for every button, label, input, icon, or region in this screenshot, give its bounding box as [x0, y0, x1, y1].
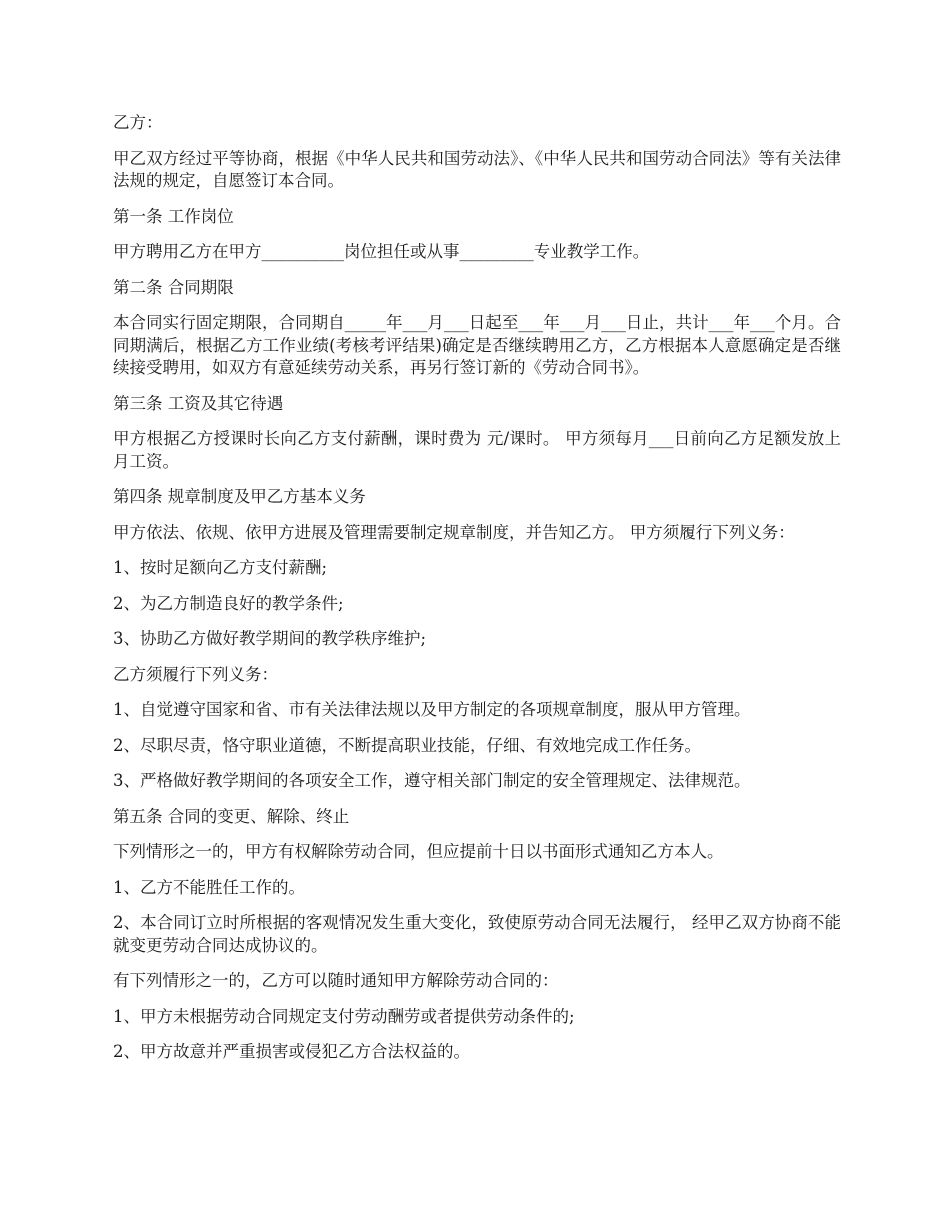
termination-by-a-item-2: 2、本合同订立时所根据的客观情况发生重大变化，致使原劳动合同无法履行， 经甲乙双方协商不能就变更劳动合同达成协议的。 [113, 913, 841, 955]
article-3-heading: 第三条 工资及其它待遇 [113, 393, 284, 413]
termination-by-a-intro: 下列情形之一的，甲方有权解除劳动合同，但应提前十日以书面形式通知乙方本人。 [113, 842, 724, 861]
party-b-duty-2: 2、尽职尽责，恪守职业道德，不断提高职业技能，仔细、有效地完成工作任务。 [113, 735, 701, 755]
party-b-duty-3: 3、严格做好教学期间的各项安全工作，遵守相关部门制定的安全管理规定、法律规范。 [113, 771, 751, 790]
document-page [113, 112, 841, 1077]
party-a-duty-2: 2、为乙方制造良好的教学条件; [113, 593, 344, 613]
party-a-duty-1: 1、按时足额向乙方支付薪酬; [113, 558, 328, 577]
article-1-body: 甲方聘用乙方在甲方__________岗位担任或从事_________专业教学工作。 [113, 242, 650, 261]
article-4-heading: 第四条 规章制度及甲乙方基本义务 [113, 487, 366, 506]
termination-by-b-item-2: 2、甲方故意并严重损害或侵犯乙方合法权益的。 [113, 1042, 470, 1061]
article-3-body: 甲方根据乙方授课时长向乙方支付薪酬，课时费为 元/课时。 甲方须每月___日前向乙方足额发放上月工资。 [113, 429, 841, 471]
article-2-body: 本合同实行固定期限，合同期自_____年___月___日起至___年___月___日止，共计___年___个月。合同期满后，根据乙方工作业绩(考核考评结果)确定是否继续聘用乙方，乙方根据本人意愿确定是否继续接受聘用，如双方有意延续劳动关系，再另行签订新的《劳动合同书》。 [113, 313, 841, 377]
termination-by-a-item-1: 1、乙方不能胜任工作的。 [113, 877, 305, 897]
party-b-label: 乙方： [113, 113, 163, 132]
article-2-heading: 第二条 合同期限 [113, 277, 234, 297]
article-4-body: 甲方依法、依规、依甲方进展及管理需要制定规章制度，并告知乙方。 甲方须履行下列义务： [113, 522, 795, 542]
preamble-paragraph: 甲乙双方经过平等协商，根据《中华人民共和国劳动法》、《中华人民共和国劳动合同法》等有关法律法规的规定，自愿签订本合同。 [113, 148, 841, 190]
article-1-heading: 第一条 工作岗位 [113, 206, 234, 226]
party-b-duty-1: 1、自觉遵守国家和省、市有关法律法规以及甲方制定的各项规章制度，服从甲方管理。 [113, 700, 751, 719]
party-b-duties-intro: 乙方须履行下列义务： [113, 664, 278, 684]
party-a-duty-3: 3、协助乙方做好教学期间的教学秩序维护; [113, 629, 427, 648]
termination-by-b-intro: 有下列情形之一的，乙方可以随时通知甲方解除劳动合同的： [113, 971, 559, 990]
termination-by-b-item-1: 1、甲方未根据劳动合同规定支付劳动酬劳或者提供劳动条件的; [113, 1006, 575, 1026]
article-5-heading: 第五条 合同的变更、解除、终止 [113, 806, 350, 826]
